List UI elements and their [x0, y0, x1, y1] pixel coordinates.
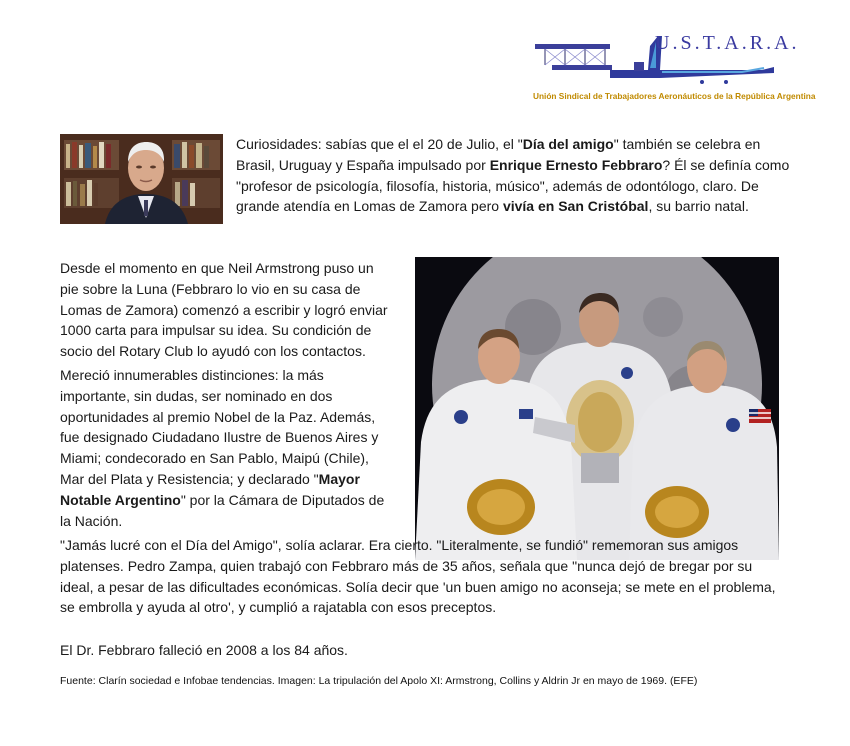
anecdote-paragraph: "Jamás lucré con el Día del Amigo", solía aclarar. Era cierto. "Literalmente, se fundió" rememoran sus amigos platenses. Pedro Zampa, quien trabajó con Febbraro más de 35 años, señala que "nunca dejó de bregar por su ideal, a pesar de las dificultades económicas. Solía decir que 'un buen amigo no aconseja; se mete en el problema, se embrolla y ayuda al otro', y cumplió a rajatabla con esos preceptos.	[60, 537, 776, 616]
ustara-logo	[530, 28, 816, 108]
logo-subtitle: Unión Sindical de Trabajadores Aeronáuticos de la República Argentina	[533, 91, 816, 101]
san-cristobal-bold: vivía en San Cristóbal	[502, 198, 649, 215]
dia-del-amigo-bold: Día del amigo	[522, 136, 614, 152]
distinctions-paragraph: Mereció innumerables distinciones: la más importante, sin dudas, ser nominado en dos oportunidades al premio Nobel de la Paz. Además, fue designado Ciudadano Ilustre de Buenos Aires y Miami; condecorado en San Pablo, Maipú (Chile), Mar del Plata y Resistencia; y declarado "Mayor Notable Argentino" por la Cámara de Diputados de la Nación.	[60, 367, 385, 529]
armstrong-paragraph: Desde el momento en que Neil Armstrong puso un pie sobre la Luna (Febbraro lo vio en su casa de Lomas de Zamora) comenzó a escribir y logró enviar 1000 carta para impulsar su idea. Su condición de socio del Rotary Club lo ayudó con los contactos.	[60, 260, 388, 360]
mayor-notable-bold: Mayor Notable Argentino	[60, 470, 360, 508]
intro-paragraph: Curiosidades: sabías que el el 20 de Julio, el "Día del amigo" también se celebra en Brasil, Uruguay y España impulsado por Enrique Ernesto Febbraro? Él se definía como "profesor de psicología, filosofía, historia, músico", además de odontólogo, claro. De grande atendía en Lomas de Zamora pero vivía en San Cristóbal, su barrio natal.	[236, 136, 790, 215]
logo-title: U.S.T.A.R.A.	[655, 32, 800, 54]
death-paragraph: El Dr. Febbraro falleció en 2008 a los 84 años.	[60, 642, 348, 658]
febbraro-name-bold: Enrique Ernesto Febbraro	[489, 156, 663, 173]
source-caption: Fuente: Clarín sociedad e Infobae tendencias. Imagen: La tripulación del Apolo XI: Armstrong, Collins y Aldrin Jr en mayo de 1969. (EFE)	[60, 675, 698, 687]
febbraro-portrait-image	[60, 134, 223, 224]
apollo-crew-photo	[415, 257, 779, 560]
